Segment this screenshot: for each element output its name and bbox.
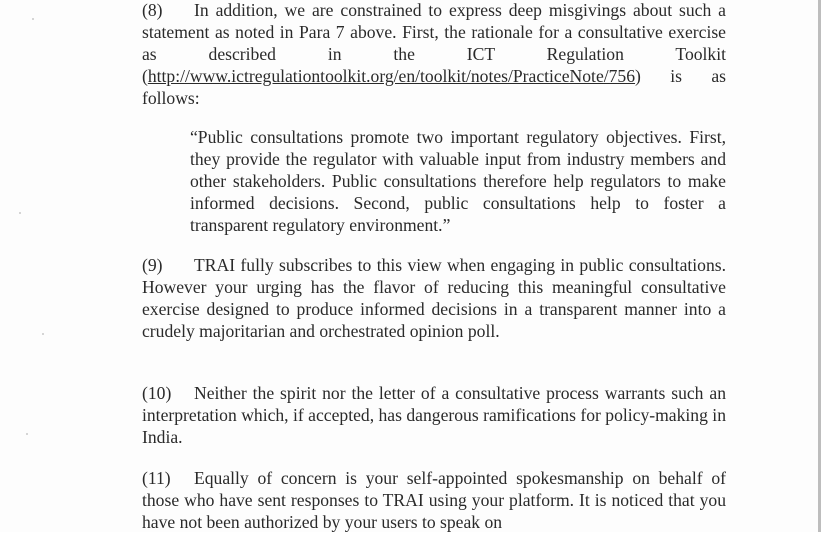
paragraph-number: (8) xyxy=(142,0,163,20)
paragraph-number: (11) xyxy=(142,468,171,488)
paragraph-9 xyxy=(142,254,726,342)
paragraph-10 xyxy=(142,382,726,448)
paragraph-11 xyxy=(142,467,726,533)
block-quote: “Public consultations promote two important regulatory objectives. First, they provide the regulator with valuable input from industry members and other stakeholders. Public consultations therefore help regulators to make informed decisions. Second, public consultations help to foster a transparent regulatory environment.” xyxy=(190,127,726,235)
toolkit-link[interactable]: http://www.ictregulationtoolkit.org/en/toolkit/notes/PracticeNote/756 xyxy=(147,66,636,86)
paragraph-number: (9) xyxy=(142,255,163,275)
paragraph-number: (10) xyxy=(142,383,172,403)
paragraph-text: In addition, we are constrained to express deep misgivings about such a statement as noted in Para 7 above. First, the rationale for a consultative exercise as described in the ICT Regulation Toolkit ( xyxy=(142,0,726,86)
scan-speck xyxy=(42,333,44,335)
scan-speck xyxy=(19,212,21,214)
scan-speck xyxy=(26,433,28,435)
paragraph-text: TRAI fully subscribes to this view when engaging in public consultations. However your urging has the flavor of reducing this meaningful consultative exercise designed to produce informed decisions in a transparent manner into a crudely majoritarian and orchestrated opinion poll. xyxy=(142,255,726,341)
paragraph-text: Equally of concern is your self-appointed spokesmanship on behalf of those who have sent responses to TRAI using your platform. It is noticed that you have not been authorized by your users to speak on xyxy=(142,468,726,532)
paragraph-8 xyxy=(142,0,726,109)
scan-speck xyxy=(32,18,34,20)
paragraph-text: Neither the spirit nor the letter of a consultative process warrants such an interpretation which, if accepted, has dangerous ramifications for policy-making in India. xyxy=(142,383,726,447)
paragraph-text-end: ) is as follows: xyxy=(142,66,726,108)
